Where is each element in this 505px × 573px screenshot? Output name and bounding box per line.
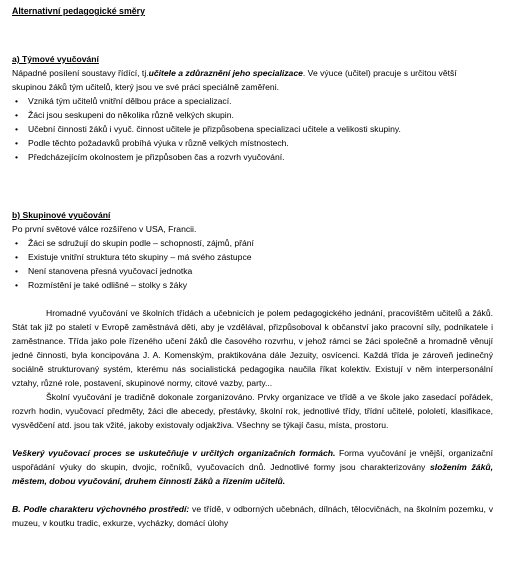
paragraph-environment	[12, 502, 493, 530]
list-item: • Učební činnosti žáků i vyuč. činnost učitele je přizpůsobena specializaci učitele a velikosti skupiny.	[12, 122, 493, 136]
group-teaching-heading: b) Skupinové vyučování	[12, 210, 111, 220]
environment-heading: B. Podle charakteru výchovného prostředí:	[12, 504, 190, 514]
team-teaching-section	[12, 52, 493, 164]
body-text	[12, 306, 493, 530]
forms-text: Forma vyučování je vnější, organizační uspořádání výuky do skupin, dvojic, ročníků, vyučovacích dnů. Jednotlivé formy jsou charakterizovány	[12, 448, 493, 472]
list-item: • Není stanovena přesná vyučovací jednotka	[12, 264, 493, 278]
forms-emphasis: Veškerý vyučovací proces se uskutečňuje v určitých organizačních formách.	[12, 448, 336, 458]
team-intro-emphasis: učitele a zdůraznění jeho specializace	[148, 68, 303, 78]
list-item: • Žáci jsou seskupeni do několika různě velkých skupin.	[12, 108, 493, 122]
forms-emphasis-end: složením žáků, městem, dobou vyučování, druhem činnosti žáků a řízením učitelů.	[12, 462, 493, 486]
list-item: • Předcházejícím okolnostem je přizpůsoben čas a rozvrh vyučování.	[12, 150, 493, 164]
group-teaching-intro: Po první světové válce rozšířeno v USA, Francii.	[12, 224, 197, 234]
group-teaching-list	[12, 236, 493, 292]
list-item: • Existuje vnitřní struktura této skupiny – má svého zástupce	[12, 250, 493, 264]
team-intro-start: Nápadné posílení soustavy řídící, tj.	[12, 68, 149, 78]
paragraph-school-organization: Školní vyučování je tradičně dokonale zorganizováno. Prvky organizace ve třídě a ve škole jako zasedací pořádek, rozvrh hodin, vyučovací předměty, žáci dle abecedy, přestávky, školní rok, jednotlivé třídy, třídní učitelé, pololetí, klasifikace, vysvědčení atd. jsou tak vžité, jakoby existovaly odjakživa. Všechny se týkají času, místa, prostoru.	[12, 392, 493, 430]
paragraph-organizational-forms	[12, 446, 493, 488]
list-item: • Podle těchto požadavků probíhá výuka v různě velkých místnostech.	[12, 136, 493, 150]
list-item: • Žáci se sdružují do skupin podle – schopností, zájmů, přání	[12, 236, 493, 250]
team-teaching-intro	[12, 66, 493, 94]
team-teaching-list	[12, 94, 493, 164]
list-item: • Vzniká tým učitelů vnitřní dělbou práce a specializací.	[12, 94, 493, 108]
group-teaching-section	[12, 208, 493, 292]
environment-text: ve třídě, v odborných učebnách, dílnách, tělocvičnách, na školním pozemku, v muzeu, v koutku tradic, exkurze, vycházky, domácí úlohy	[12, 504, 493, 528]
document-title: Alternativní pedagogické směry	[12, 6, 145, 16]
team-intro-end: . Ve výuce (učitel) pracuje s určitou větší skupinou žáků tým učitelů, který jsou ve své práci speciálně zaměřeni.	[12, 68, 457, 92]
list-item: • Rozmístění je také odlišné – stolky s žáky	[12, 278, 493, 292]
paragraph-mass-teaching: Hromadné vyučování ve školních třídách a učebnicích je polem pedagogického jednání, pracovištěm učitelů a žáků. Stát tak již po staletí v Evropě zaměstnává děti, aby je vzdělával, přizpůsoboval k občanství jako pracovní síly, podnikatele i zaměstnance. Třída jako pole řízeného učení žáků dle časového rozvrhu, v jehož rámci se žáci společně a hromadně věnují jedné činnosti, byla koncipována J. A. Komenským, praktikována dále Jezuity, osvícenci. Každá třída je zároveň jedinečný sociálně strukturovaný systém, kterému nás socialistická pedagogika naučila říkat kolektiv. Existují v něm interpersonální vztahy, různé role, postavení, skupinové normy, citové vazby, party...	[12, 308, 493, 388]
team-teaching-heading: a) Týmové vyučování	[12, 54, 99, 64]
